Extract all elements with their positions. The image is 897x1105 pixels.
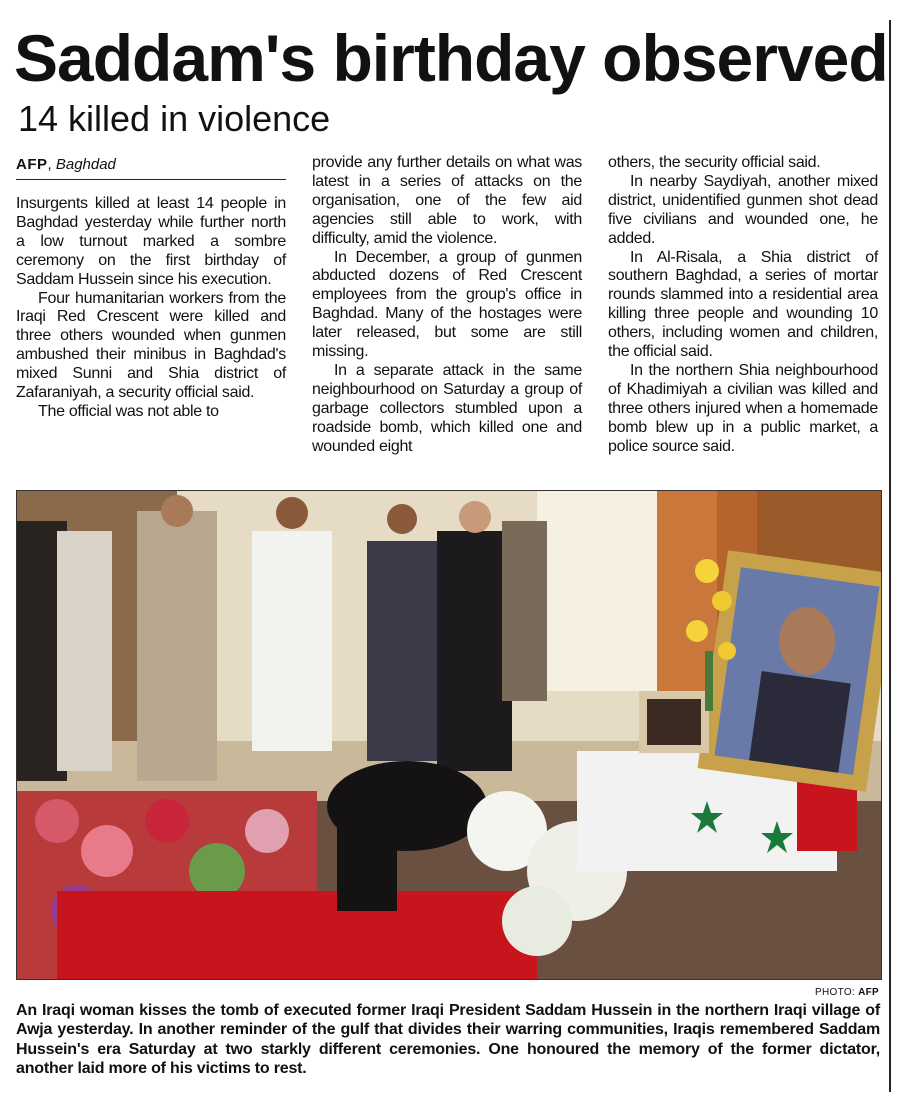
headline: Saddam's birthday observed (14, 21, 888, 95)
byline: AFP, Baghdad (16, 156, 286, 180)
article-column-3 (608, 154, 878, 457)
paragraph: In nearby Saydiyah, another mixed district, unidentified gunmen shot dead five civilians and wounded one, he added. (608, 172, 878, 247)
photo-credit-label: PHOTO: (815, 987, 855, 998)
column-rule (889, 20, 891, 1092)
photo-illustration (17, 491, 881, 979)
paragraph: The official was not able to (38, 402, 219, 420)
photo-credit (815, 987, 879, 998)
paragraph: In the northern Shia neighbourhood of Khadimiyah a civilian was killed and three others injured when a homemade bomb blew up in a public market, a police source said. (608, 361, 878, 455)
paragraph: Four humanitarian workers from the Iraqi Red Crescent were killed and three others wounded when gunmen ambushed their minibus in Baghdad's mixed Sunni and Shia district of Zafaraniyah, a security official said. (16, 289, 286, 402)
article-column-1 (16, 195, 286, 422)
article-column-2 (312, 154, 582, 457)
paragraph: others, the security official said. (608, 154, 821, 171)
paragraph: Insurgents killed at least 14 people in Baghdad yesterday while further north a low turnout marked a sombre ceremony on the first birthday of Saddam Hussein since his execution. (16, 195, 286, 288)
photo-caption: An Iraqi woman kisses the tomb of executed former Iraqi President Saddam Hussein in the northern Iraqi village of Awja yesterday. In another reminder of the gulf that divides their warring communities, Iraqis remembered Saddam Hussein's era Saturday at two starkly different ceremonies. One honoured the memory of the former dictator, another laid more of his victims to rest. (16, 1002, 880, 1077)
paragraph: provide any further details on what was latest in a series of attacks on the organisation, one of the few aid agencies still able to work, with difficulty, amid the violence. (312, 154, 582, 247)
paragraph: In a separate attack in the same neighbourhood on Saturday a group of garbage collectors stumbled upon a roadside bomb, which killed one and wounded eight (312, 361, 582, 455)
subheadline: 14 killed in violence (18, 98, 331, 139)
byline-location: Baghdad (55, 156, 116, 173)
paragraph: In Al-Risala, a Shia district of southern Baghdad, a series of mortar rounds slammed into a residential area killing three people and wounding 10 others, including women and children, the official said. (608, 248, 878, 361)
byline-agency: AFP (16, 156, 48, 173)
news-photo (16, 490, 882, 980)
photo-credit-source: AFP (858, 987, 879, 998)
paragraph: In December, a group of gunmen abducted dozens of Red Crescent employees from the group's office in Baghdad. Many of the hostages were later released, but some are still missing. (312, 248, 582, 361)
